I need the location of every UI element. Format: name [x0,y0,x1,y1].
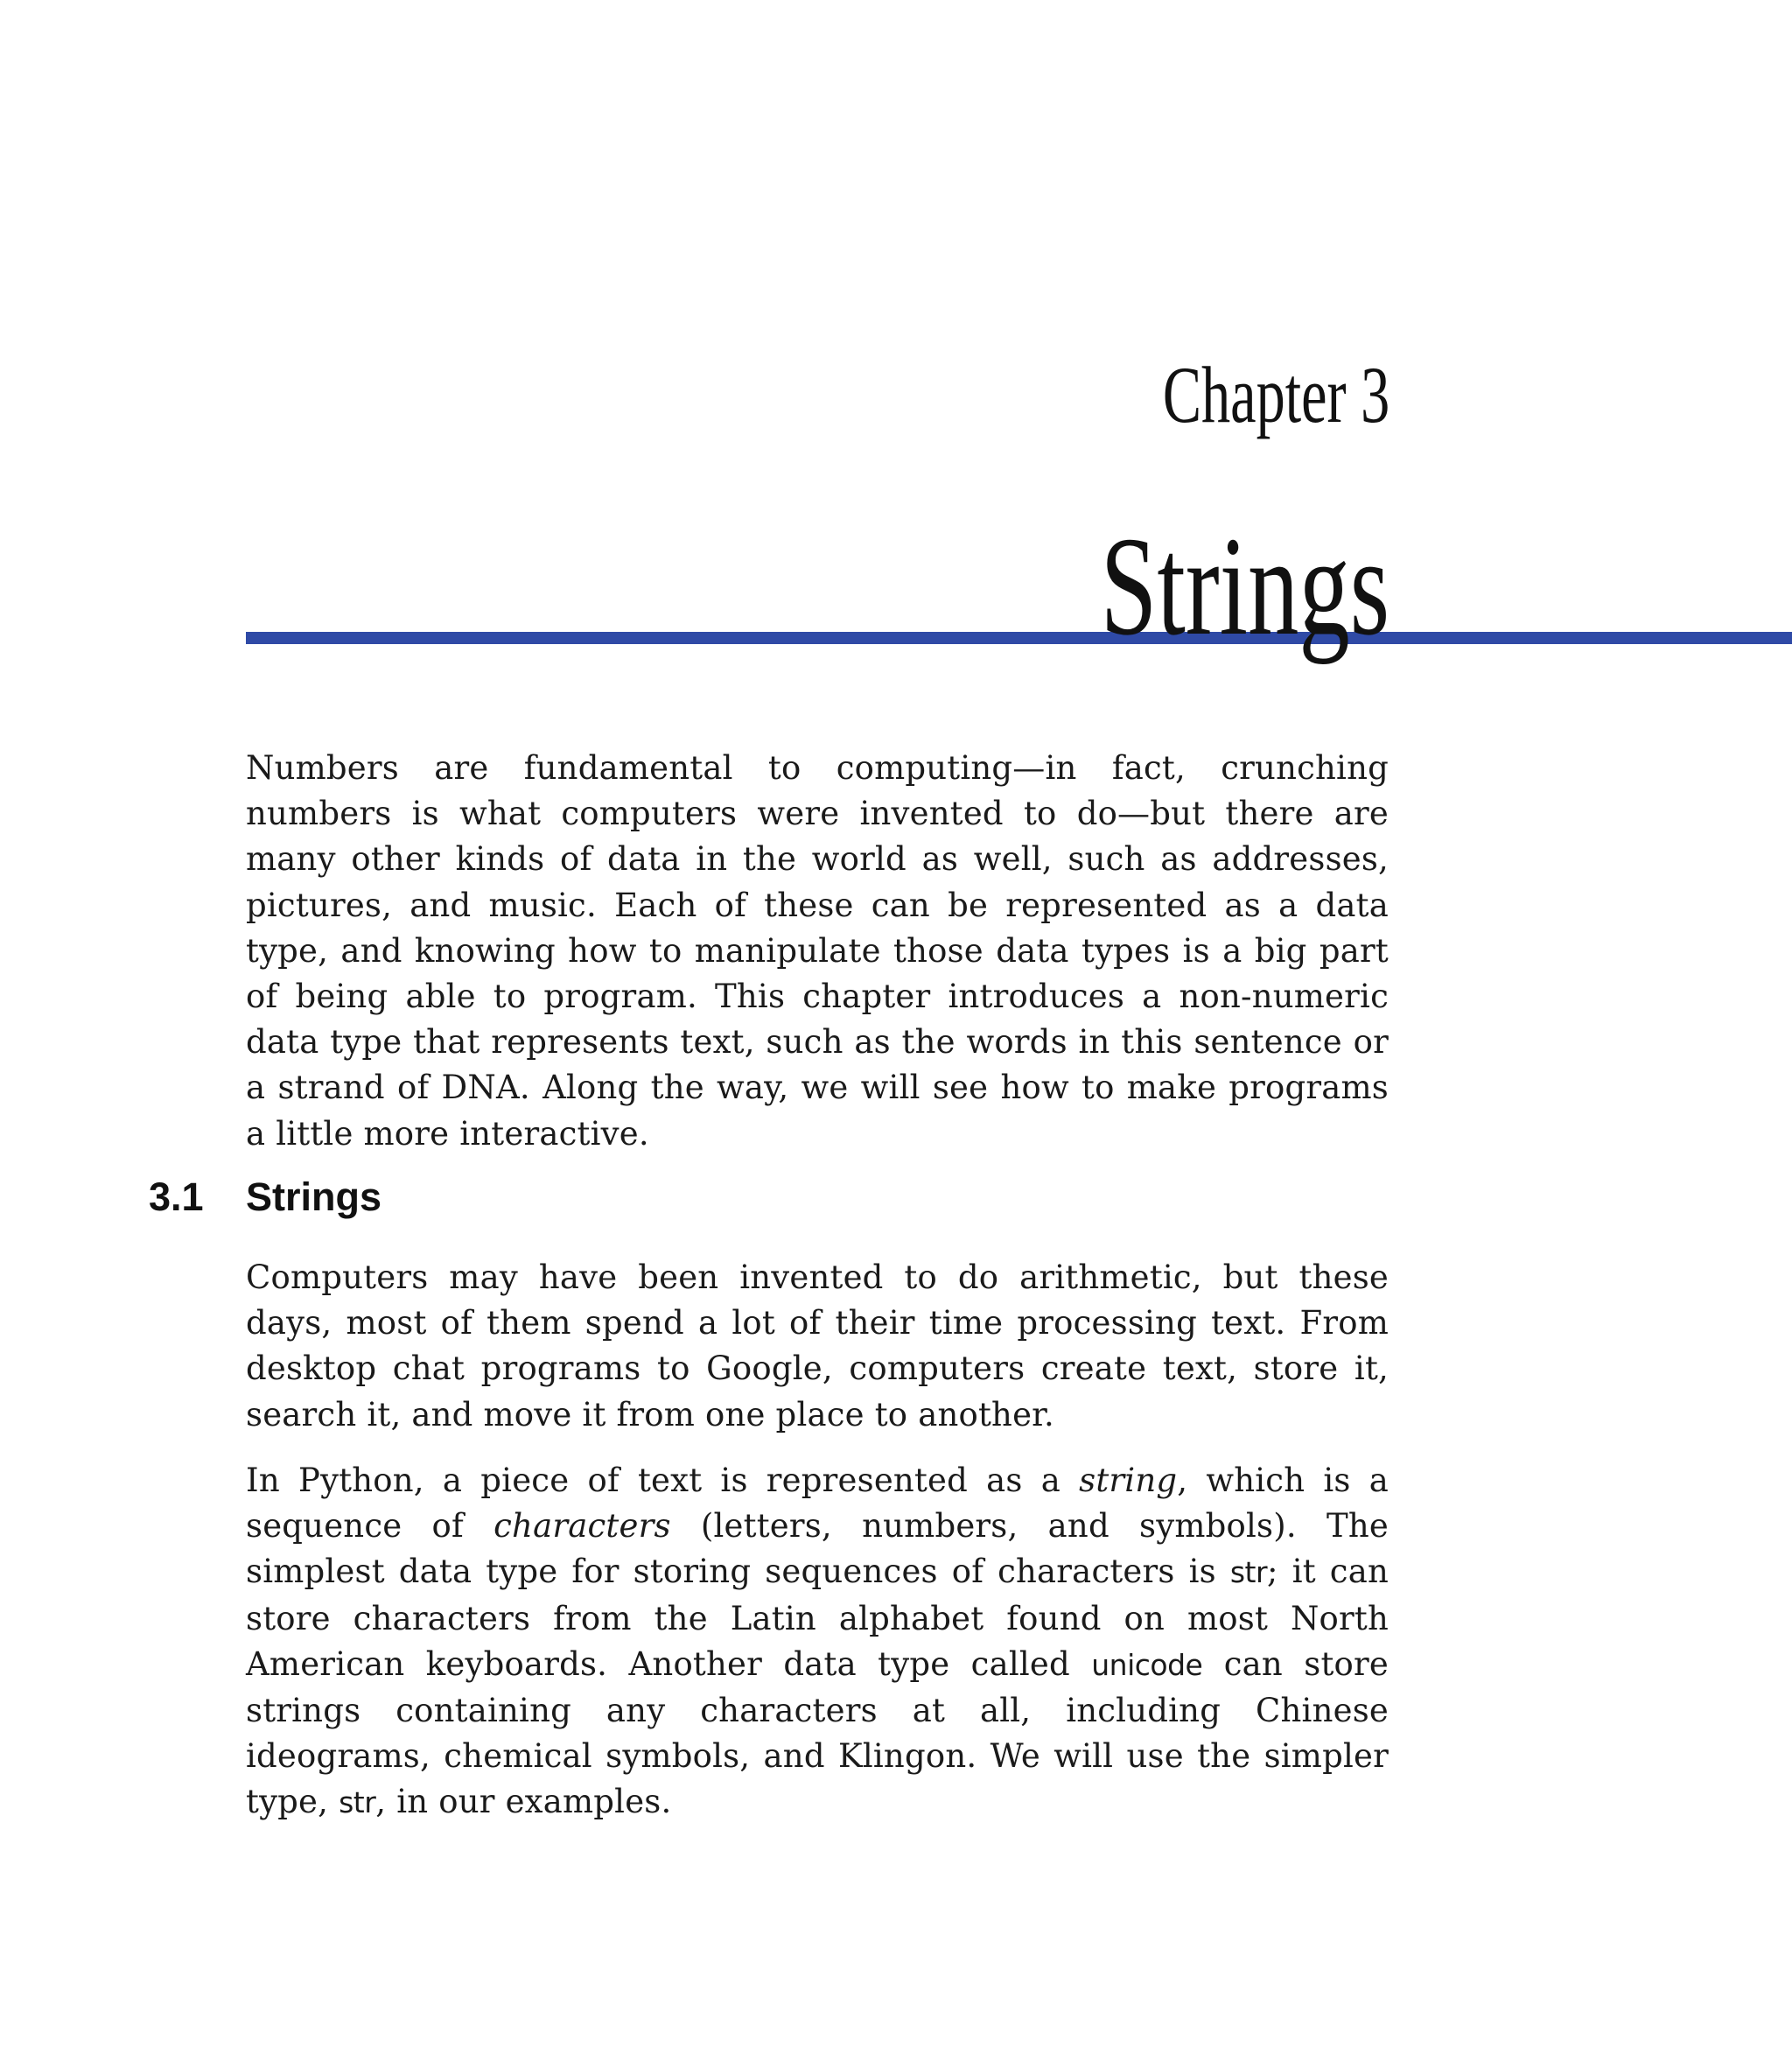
para2-text-6: , in our examples. [375,1783,672,1821]
para2-text-2: , which is a sequence of [246,1462,1390,1546]
code-str-2: str [339,1785,376,1820]
code-unicode: unicode [1091,1647,1203,1682]
para2-text-4: ; it can store characters from the Latin alphabet found on most North American keyboards. Another data type called [246,1553,1389,1683]
chapter-label: Chapter 3 [1162,350,1390,439]
para2-text-1: In Python, a piece of text is represented as a [246,1462,1080,1499]
chapter-rule [246,632,1792,644]
section-paragraph-1: Computers may have been invented to do arithmetic, but these days, most of them spend a lot of their time processing text. From desktop chat programs to Google, computers create text, store it, search it, and move it from one place to another. [246,1258,1389,1434]
code-str: str [1229,1555,1268,1590]
para2-text-3: (letters, numbers, and symbols). The simplest data type for storing sequences of characters is [246,1507,1389,1591]
intro-paragraph: Numbers are fundamental to computing—in fact, crunching numbers is what computers were invented to do—but there are many other kinds of data in the world as well, such as addresses, pictures, and music. Each of these can be represented as a data type, and knowing how to manipulate those data types is a big part of being able to program. This chapter introduces a non-numeric data type that represents text, such as the words in this sentence or a strand of DNA. Along the way, we will see how to make programs a little more interactive. [246,749,1389,1153]
section-title: Strings [246,1174,382,1219]
section-paragraph-2 [246,1458,1389,1826]
term-characters: characters [494,1507,671,1546]
chapter-title: Strings [1100,508,1390,665]
section-heading [149,1174,382,1219]
term-string: string [1079,1462,1178,1499]
section-number: 3.1 [149,1174,204,1219]
para2-text-5: can store strings containing any characters at all, including Chinese ideograms, chemical symbols, and Klingon. We will use the simpler type, [246,1644,1389,1821]
